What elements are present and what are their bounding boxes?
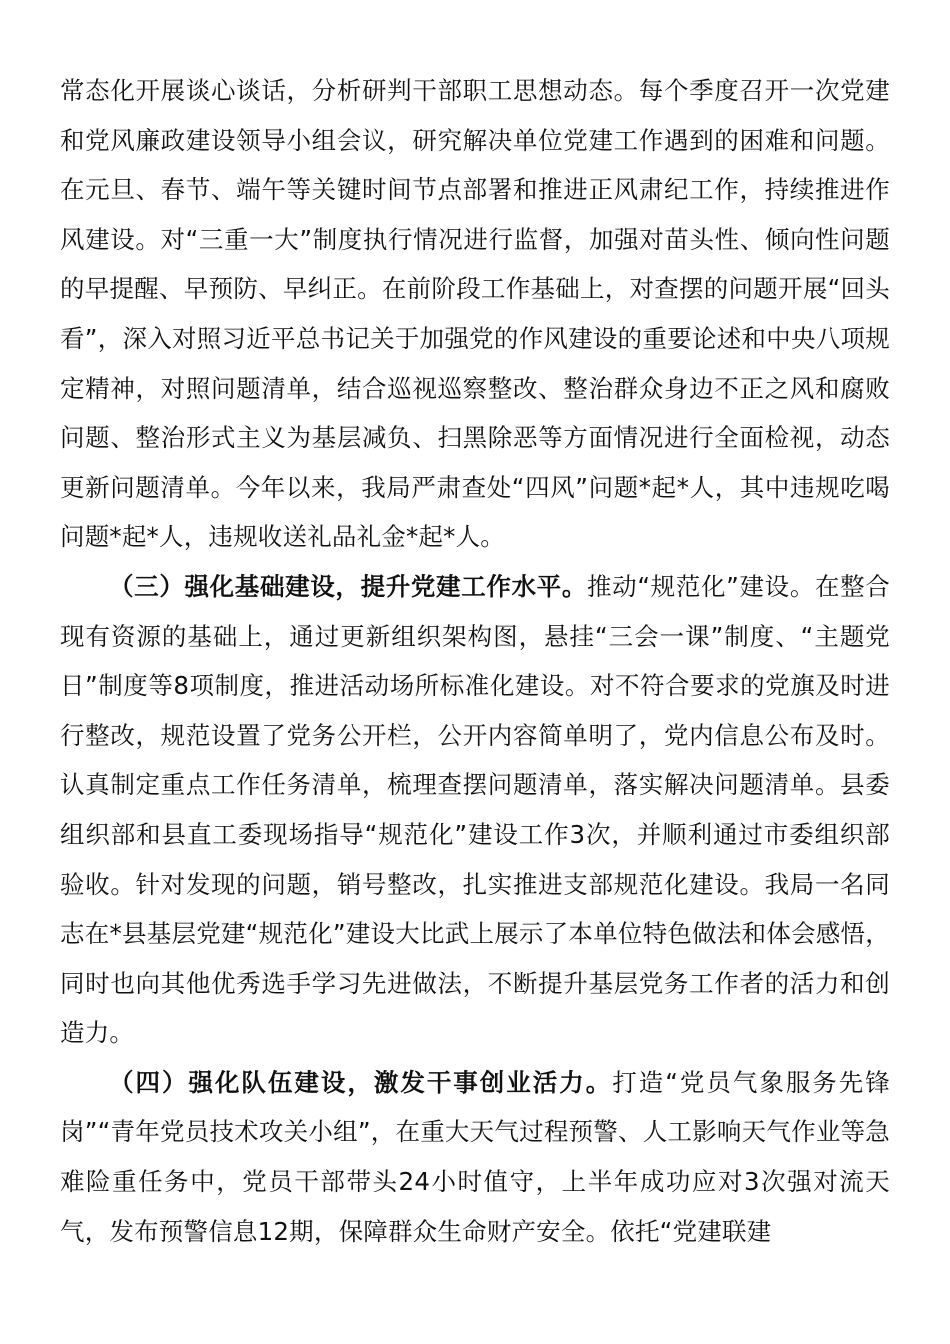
document-body bbox=[60, 66, 890, 1256]
paragraph-text: 打造“党员气象服务先锋岗”“青年党员技术攻关小组”，在重大天气过程预警、人工影响天气作业等急难险重任务中，党员干部带头24小时值守，上半年成功应对3次强对流天气，发布预警信息12期，保障群众生命财产安全。依托“党建联建 bbox=[60, 1067, 890, 1246]
paragraph-section-3 bbox=[60, 562, 890, 1058]
paragraph-text: 常态化开展谈心谈话，分析研判干部职工思想动态。每个季度召开一次党建和党风廉政建设领导小组会议，研究解决单位党建工作遇到的困难和问题。在元旦、春节、端午等关键时间节点部署和推进正风肃纪工作，持续推进作风建设。对“三重一大”制度执行情况进行监督，加强对苗头性、倾向性问题的早提醒、早预防、早纠正。在前阶段工作基础上，对查摆的问题开展“回头看”，深入对照习近平总书记关于加强党的作风建设的重要论述和中央八项规定精神，对照问题清单，结合巡视巡察整改、整治群众身边不正之风和腐败问题、整治形式主义为基层减负、扫黑除恶等方面情况进行全面检视，动态更新问题清单。今年以来，我局严肃查处“四风”问题*起*人，其中违规吃喝问题*起*人，违规收送礼品礼金*起*人。 bbox=[60, 76, 890, 552]
paragraph-text: 推动“规范化”建设。在整合现有资源的基础上，通过更新组织架构图，悬挂“三会一课”制度、“主题党日”制度等8项制度，推进活动场所标准化建设。对不符合要求的党旗及时进行整改，规范设置了党务公开栏，公开内容简单明了，党内信息公布及时。认真制定重点工作任务清单，梳理查摆问题清单，落实解决问题清单。县委组织部和县直工委现场指导“规范化”建设工作3次，并顺利通过市委组织部验收。针对发现的问题，销号整改，扎实推进支部规范化建设。我局一名同志在*县基层党建“规范化”建设大比武上展示了本单位特色做法和体会感悟，同时也向其他优秀选手学习先进做法，不断提升基层党务工作者的活力和创造力。 bbox=[60, 571, 890, 1048]
section-heading-4: （四）强化队伍建设，激发干事创业活力。 bbox=[109, 1067, 613, 1097]
paragraph-continuation bbox=[60, 66, 890, 562]
paragraph-section-4 bbox=[60, 1058, 890, 1256]
section-heading-3: （三）强化基础建设，提升党建工作水平。 bbox=[109, 571, 588, 601]
